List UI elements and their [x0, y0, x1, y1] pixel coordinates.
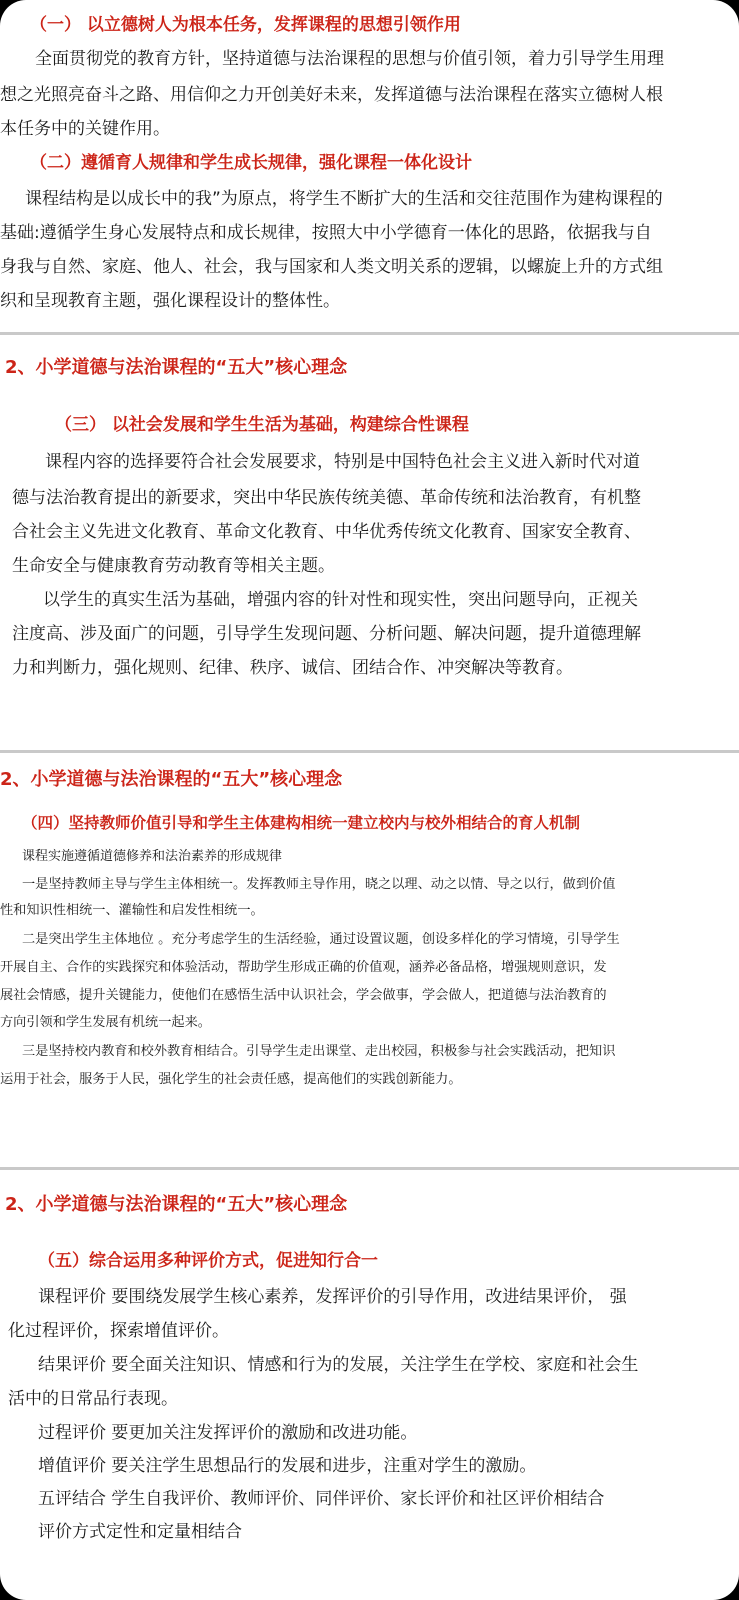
intro-line: 课程实施遵循道德修养和法治素养的形成规律 — [22, 849, 283, 864]
section-3 — [0, 753, 739, 1165]
paragraph-line: 结果评价 要全面关注知识、情感和行为的发展，关注学生在学校、家庭和社会生 — [38, 1355, 639, 1375]
paragraph-line: 织和呈现教育主题，强化课程设计的整体性。 — [0, 291, 340, 311]
paragraph-line: 德与法治教育提出的新要求，突出中华民族传统美德、革命传统和法治教育，有机整 — [12, 488, 641, 508]
heading-1: （一） 以立德树人为根本任务，发挥课程的思想引领作用 — [30, 15, 461, 35]
section-2 — [0, 335, 739, 747]
heading-2: （二）遵循育人规律和学生成长规律，强化课程一体化设计 — [30, 153, 472, 173]
section-title: 2、小学道德与法治课程的“五大”核心理念 — [5, 357, 348, 378]
paragraph-line: 课程内容的选择要符合社会发展要求，特别是中国特色社会主义进入新时代对道 — [45, 452, 640, 472]
paragraph-line: 五评结合 学生自我评价、教师评价、同伴评价、家长评价和社区评价相结合 — [38, 1489, 605, 1509]
paragraph-line: 增值评价 要关注学生思想品行的发展和进步，注重对学生的激励。 — [38, 1456, 537, 1476]
paragraph-line: 生命安全与健康教育劳动教育等相关主题。 — [12, 556, 335, 576]
paragraph-line: 一是坚持教师主导与学生主体相统一。发挥教师主导作用，晓之以理、动之以情、导之以行，做到价值 — [22, 877, 616, 892]
paragraph-line: 开展自主、合作的实践探究和体验活动，帮助学生形成正确的价值观，涵养必备品格，增强规则意识，发 — [0, 960, 607, 975]
paragraph-line: 想之光照亮奋斗之路、用信仰之力开创美好未来，发挥道德与法治课程在落实立德树人根 — [0, 85, 663, 105]
paragraph-line: 合社会主义先进文化教育、革命文化教育、中华优秀传统文化教育、国家安全教育、 — [12, 522, 641, 542]
section-4 — [0, 1170, 739, 1600]
paragraph-line: 基础:遵循学生身心发展特点和成长规律，按照大中小学德育一体化的思路，依据我与自 — [0, 223, 652, 243]
heading-3: （三） 以社会发展和学生生活为基础，构建综合性课程 — [55, 415, 469, 435]
paragraph-line: 过程评价 要更加关注发挥评价的激励和改进功能。 — [38, 1423, 418, 1443]
paragraph-line: 运用于社会，服务于人民，强化学生的社会责任感，提高他们的实践创新能力。 — [0, 1072, 462, 1087]
paragraph-line: 本任务中的关键作用。 — [0, 119, 170, 139]
paragraph-line: 课程结构是以成长中的我”为原点，将学生不断扩大的生活和交往范围作为建构课程的 — [25, 189, 663, 209]
heading-4: （四）坚持教师价值引导和学生主体建构相统一建立校内与校外相结合的育人机制 — [22, 814, 581, 832]
paragraph-line: 课程评价 要围绕发展学生核心素养，发挥评价的引导作用，改进结果评价， 强 — [38, 1287, 627, 1307]
paragraph-line: 化过程评价，探索增值评价。 — [8, 1321, 229, 1341]
paragraph-line: 展社会情感，提升关键能力，使他们在感悟生活中认识社会，学会做事，学会做人，把道德与法治教育的 — [0, 988, 607, 1003]
paragraph-line: 以学生的真实生活为基础，增强内容的针对性和现实性，突出问题导向，正视关 — [43, 590, 638, 610]
paragraph-line: 力和判断力，强化规则、纪律、秩序、诚信、团结合作、冲突解决等教育。 — [12, 658, 573, 678]
paragraph-line: 方向引领和学生发展有机统一起来。 — [0, 1015, 211, 1030]
paragraph-line: 评价方式定性和定量相结合 — [38, 1522, 242, 1542]
section-title: 2、小学道德与法治课程的“五大”核心理念 — [5, 1194, 348, 1215]
section-1 — [0, 0, 739, 330]
paragraph-line: 性和知识性相统一、灌输性和启发性相统一。 — [0, 903, 264, 918]
section-title: 2、小学道德与法治课程的“五大”核心理念 — [0, 769, 343, 790]
paragraph-line: 注度高、涉及面广的问题，引导学生发现问题、分析问题、解决问题，提升道德理解 — [12, 624, 641, 644]
paragraph-line: 三是坚持校内教育和校外教育相结合。引导学生走出课堂、走出校园，积极参与社会实践活动，把知识 — [22, 1044, 616, 1059]
heading-5: （五）综合运用多种评价方式，促进知行合一 — [38, 1251, 378, 1271]
paragraph-line: 活中的日常品行表现。 — [8, 1389, 178, 1409]
paragraph-line: 身我与自然、家庭、他人、社会，我与国家和人类文明关系的逻辑，以螺旋上升的方式组 — [0, 257, 663, 277]
paragraph-line: 二是突出学生主体地位 。充分考虑学生的生活经验，通过设置议题，创设多样化的学习情境，引导学生 — [22, 932, 620, 947]
paragraph-line: 全面贯彻党的教育方针，坚持道德与法治课程的思想与价值引领，着力引导学生用理 — [35, 49, 664, 69]
